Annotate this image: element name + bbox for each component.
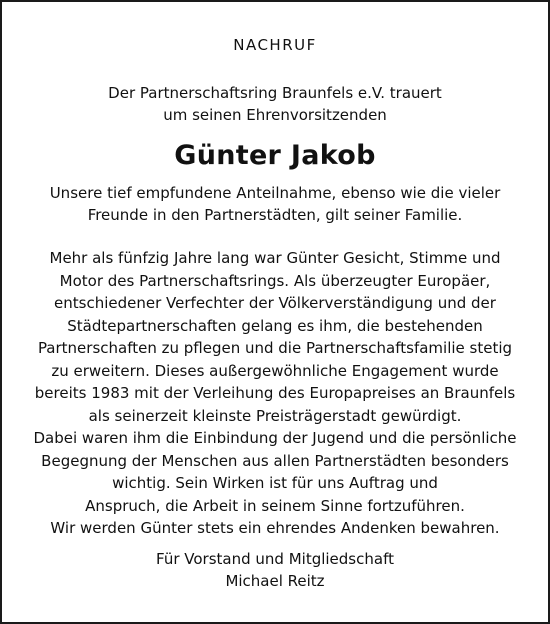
tribute-paragraph — [2, 247, 548, 540]
notice-heading: NACHRUF — [233, 36, 317, 54]
paragraph-line: zu erweitern. Dieses außergewöhnliche Engagement wurde — [51, 361, 499, 380]
intro-line: Der Partnerschaftsring Braunfels e.V. trauert — [108, 84, 442, 102]
paragraph-line: als seinerzeit kleinste Preisträgerstadt gewürdigt. — [88, 406, 462, 425]
paragraph-line: Städtepartnerschaften gelang es ihm, die bestehenden — [67, 316, 483, 335]
paragraph-line: Wir werden Günter stets ein ehrendes Andenken bewahren. — [50, 519, 500, 537]
deceased-name: Günter Jakob — [174, 140, 376, 171]
intro-line: um seinen Ehrenvorsitzenden — [163, 106, 387, 124]
paragraph-line: Unsere tief empfundene Anteilnahme, ebenso wie die vieler — [49, 184, 501, 202]
paragraph-line: bereits 1983 mit der Verleihung des Europapreises an Braunfels — [34, 384, 516, 402]
paragraph-line: Mehr als fünfzig Jahre lang war Günter Gesicht, Stimme und — [49, 249, 501, 267]
paragraph-line: Freunde in den Partnerstädten, gilt seiner Familie. — [87, 206, 463, 224]
signature-block — [2, 548, 548, 592]
paragraph-line: wichtig. Sein Wirken ist für uns Auftrag und — [112, 474, 438, 492]
paragraph-line: Anspruch, die Arbeit in seinem Sinne fortzuführen. — [85, 496, 465, 515]
condolence-paragraph — [2, 182, 548, 226]
signature-line: Für Vorstand und Mitgliedschaft — [156, 550, 394, 568]
paragraph-line: Motor des Partnerschaftsrings. Als überzeugter Europäer, — [59, 271, 491, 290]
paragraph-line: entschiedener Verfechter der Völkerverständigung und der — [54, 294, 496, 312]
signatory-name: Michael Reitz — [225, 572, 325, 590]
intro-text — [2, 82, 548, 126]
paragraph-line: Partnerschaften zu pflegen und die Partnerschaftsfamilie stetig — [37, 339, 513, 357]
paragraph-line: Dabei waren ihm die Einbindung der Jugend und die persönliche — [33, 429, 517, 447]
paragraph-line: Begegnung der Menschen aus allen Partnerstädten besonders — [41, 451, 509, 470]
